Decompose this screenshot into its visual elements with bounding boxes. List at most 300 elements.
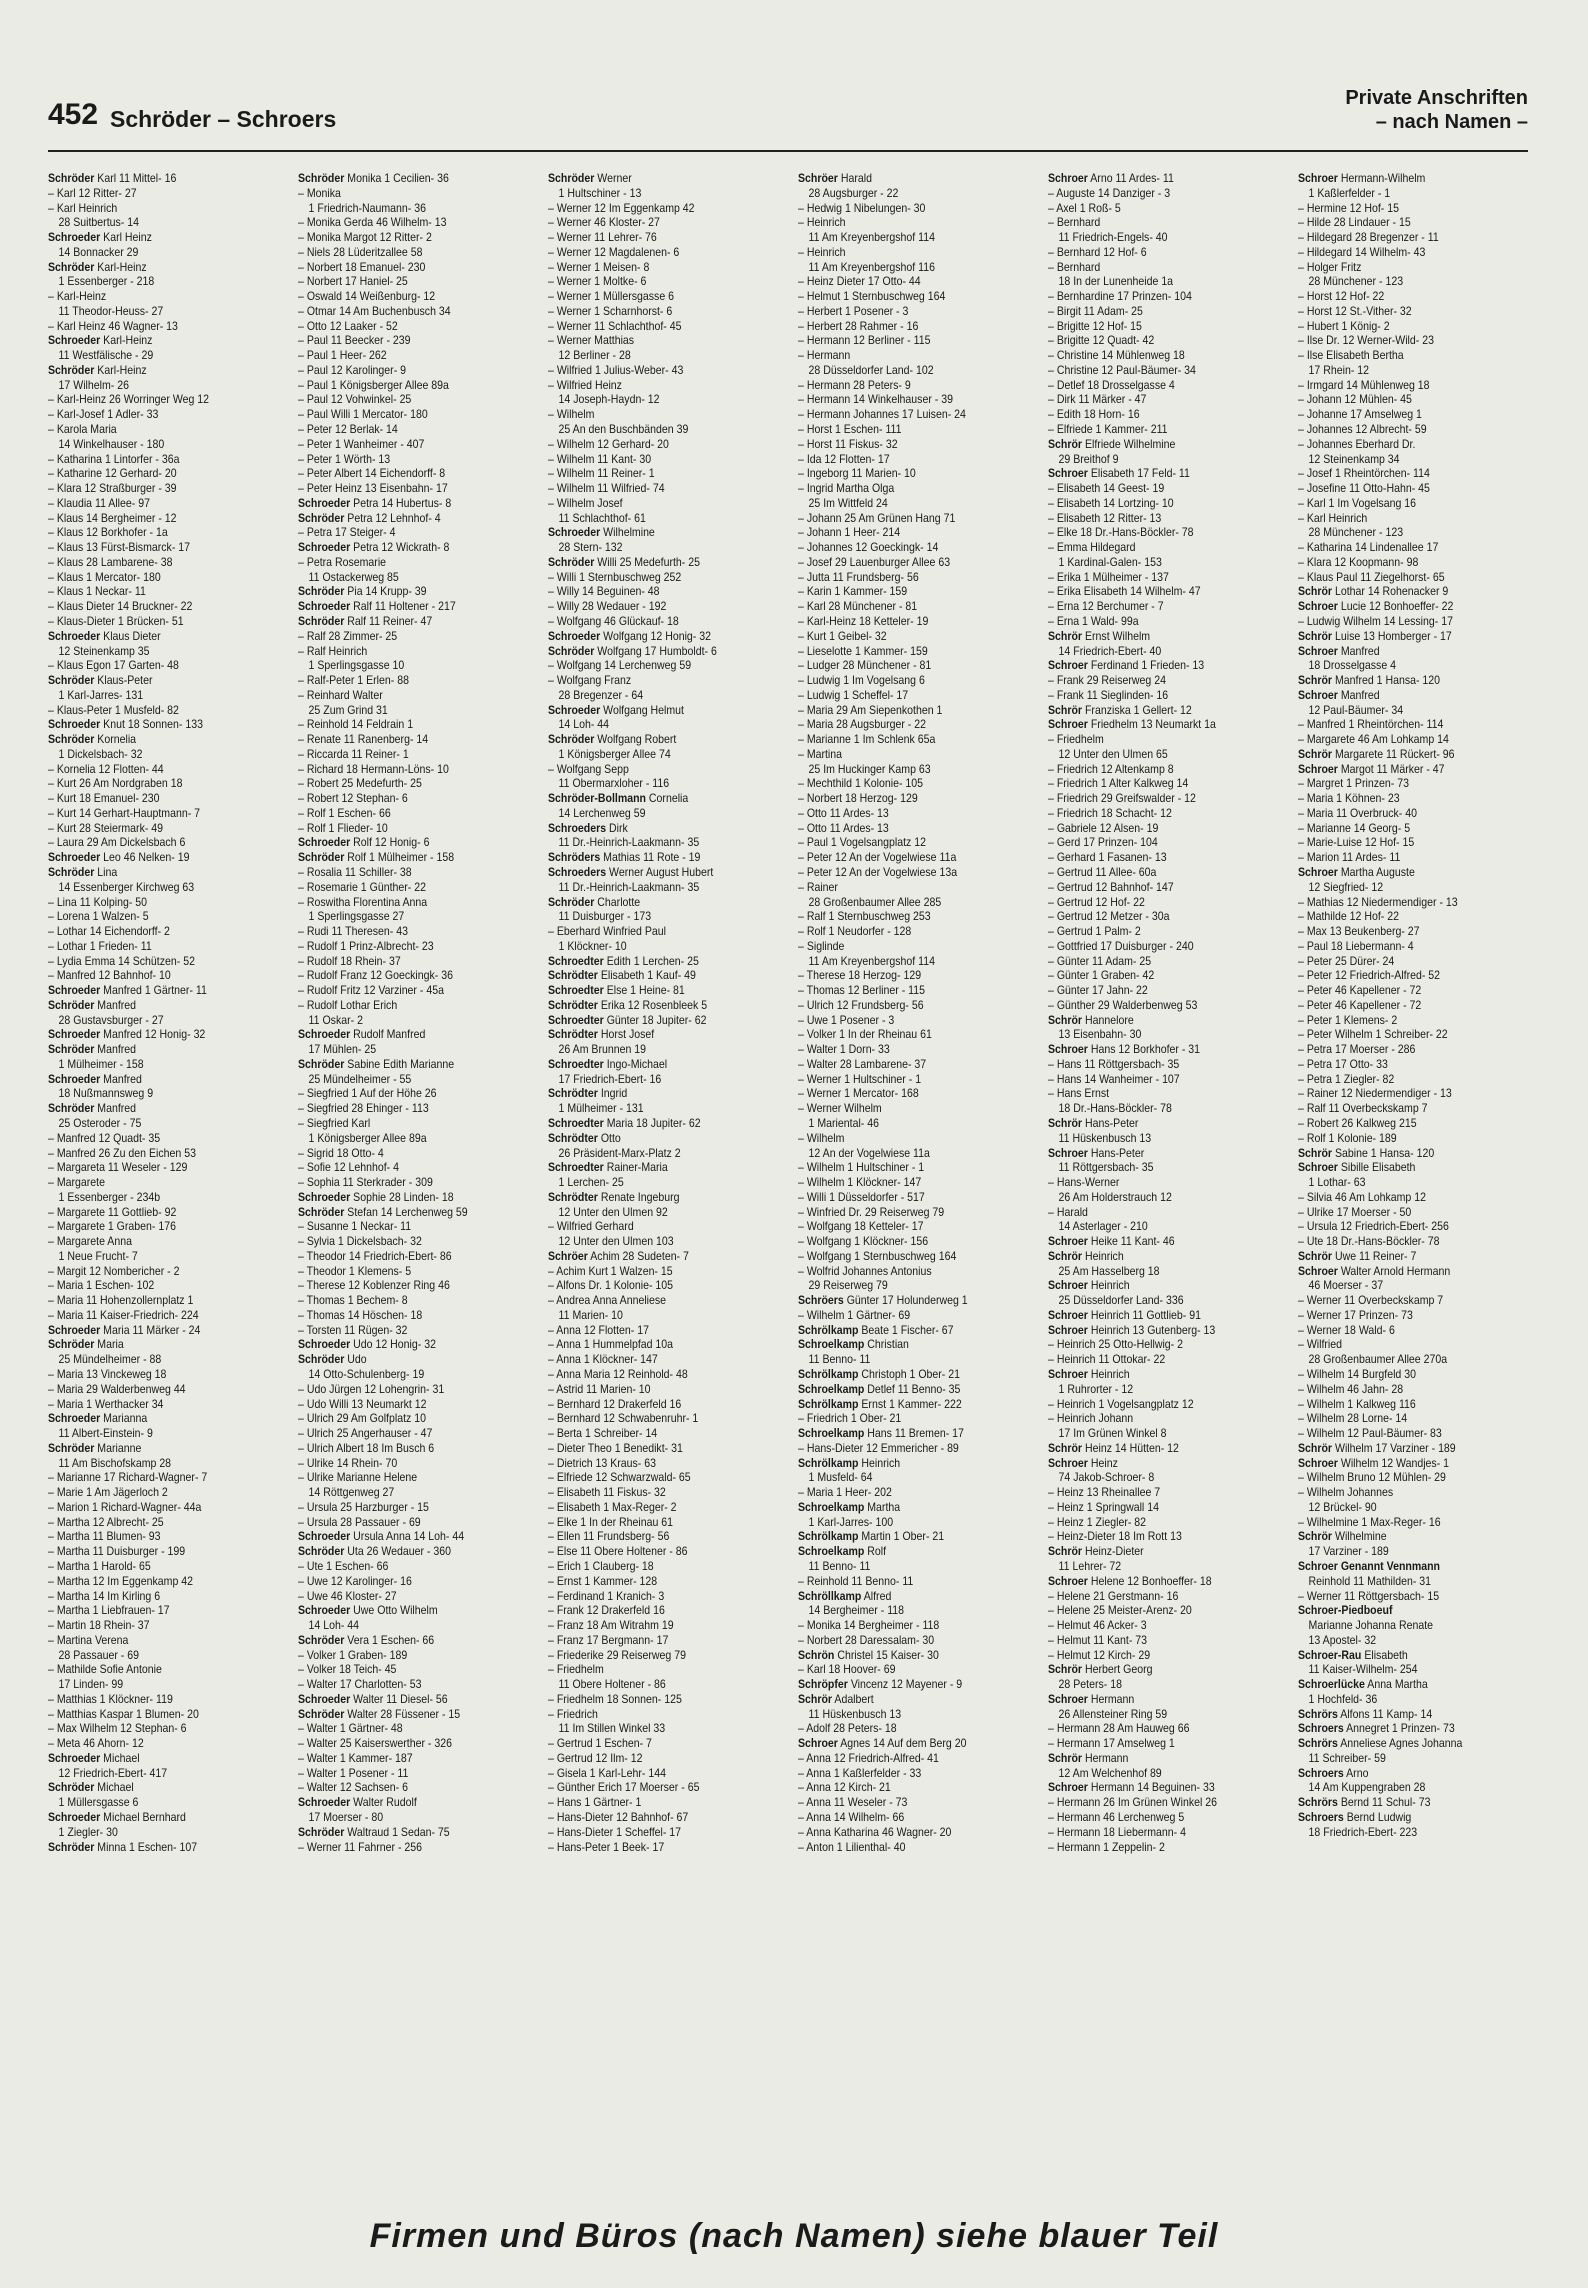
directory-entry: – Mechthild 1 Kolonie- 105 — [798, 776, 1006, 791]
surname: Schroeders — [548, 820, 607, 835]
surname: Schroeder — [48, 1411, 101, 1426]
directory-entry: 11 Marien- 10 — [558, 1307, 623, 1322]
directory-entry: – Horst 1 Eschen- 111 — [798, 422, 1006, 437]
directory-entry: – Elisabeth 11 Fiskus- 32 — [548, 1485, 756, 1500]
directory-entry: Schröder Petra 12 Lehnhof- 4 — [298, 510, 441, 525]
directory-entry: – Klaus 13 Fürst-Bismarck- 17 — [48, 540, 256, 555]
directory-entry: Schröder Pia 14 Krupp- 39 — [298, 584, 427, 599]
directory-entry: – Werner 11 Schlachthof- 45 — [548, 319, 756, 334]
directory-entry: Schroeder Ursula Anna 14 Loh- 44 — [298, 1529, 465, 1544]
directory-entry: Schrör Elfriede Wilhelmine — [1048, 436, 1176, 451]
directory-entry: – Therese 12 Koblenzer Ring 46 — [298, 1278, 506, 1293]
directory-entry: 28 Bregenzer - 64 — [558, 687, 644, 702]
surname: Schröder — [298, 1544, 345, 1559]
directory-entry: Schröder Uta 26 Wedauer - 360 — [298, 1544, 452, 1559]
directory-entry: – Friederike 29 Reiserweg 79 — [548, 1648, 756, 1663]
directory-entry: 14 Loh- 44 — [558, 717, 610, 732]
directory-entry: – Rudolf Franz 12 Goeckingk- 36 — [298, 968, 506, 983]
surname: Schroeder — [298, 1337, 351, 1352]
directory-entry: – Thomas 1 Bechem- 8 — [298, 1293, 506, 1308]
directory-entry: 14 Otto-Schulenberg- 19 — [308, 1367, 425, 1382]
directory-entry: 11 Oskar- 2 — [308, 1012, 363, 1027]
directory-entry: 11 Hüskenbusch 13 — [1058, 1130, 1152, 1145]
directory-entry: – Franz 18 Am Witrahm 19 — [548, 1618, 756, 1633]
directory-entry: – Wilhelm Bruno 12 Mühlen- 29 — [1298, 1470, 1506, 1485]
directory-entry: – Paul 1 Königsberger Allee 89a — [298, 378, 506, 393]
directory-entry: – Jutta 11 Frundsberg- 56 — [798, 570, 1006, 585]
surname: Schroers — [1298, 1809, 1344, 1824]
directory-entry: – Silvia 46 Am Lohkamp 12 — [1298, 1190, 1506, 1205]
surname: Schroer Genannt Vennmann — [1298, 1558, 1441, 1573]
directory-entry: Marianne Johanna Renate — [1308, 1618, 1434, 1633]
surname: Schrörs — [1298, 1795, 1338, 1810]
surname: Schroeder — [48, 230, 101, 245]
directory-entry: – Irmgard 14 Mühlenweg 18 — [1298, 378, 1506, 393]
surname: Schroer — [1048, 171, 1088, 185]
directory-entry: – Martina Verena — [48, 1633, 256, 1648]
directory-entry: 1 Königsberger Allee 74 — [558, 746, 671, 761]
directory-entry: 1 Essenberger - 234b — [58, 1189, 161, 1204]
directory-entry: – Hedwig 1 Nibelungen- 30 — [798, 201, 1006, 216]
directory-entry: – Wilhelm Johannes — [1298, 1485, 1506, 1500]
surname: Schrör — [1048, 436, 1083, 451]
directory-entry: – Dietrich 13 Kraus- 63 — [548, 1456, 756, 1471]
directory-entry: – Manfred 12 Bahnhof- 10 — [48, 968, 256, 983]
directory-entry: – Elke 1 In der Rheinau 61 — [548, 1515, 756, 1530]
directory-entry: – Maria 11 Hohenzollernplatz 1 — [48, 1293, 256, 1308]
directory-entry: 17 Moerser - 80 — [308, 1809, 384, 1824]
directory-entry: Schroer Hermann 14 Beguinen- 33 — [1048, 1780, 1215, 1795]
directory-entry: – Maria 1 Eschen- 102 — [48, 1278, 256, 1293]
directory-entry: Schrör Wilhelm 17 Varziner - 189 — [1298, 1440, 1456, 1455]
directory-entry: – Maria 29 Walderbenweg 44 — [48, 1382, 256, 1397]
directory-entry: 28 Stern- 132 — [558, 540, 623, 555]
surname: Schroeder — [48, 1071, 101, 1086]
surname: Schroer — [1048, 1455, 1088, 1470]
directory-entry: – Wilhelm 12 Paul-Bäumer- 83 — [1298, 1426, 1506, 1441]
directory-entry: – Hubert 1 König- 2 — [1298, 319, 1506, 334]
directory-entry: – Walter 1 Kammer- 187 — [298, 1751, 506, 1766]
surname: Schröer — [798, 171, 838, 185]
directory-entry: – Wolfgang Sepp — [548, 762, 756, 777]
directory-entry: Schroeder Maria 11 Märker - 24 — [48, 1322, 201, 1337]
directory-entry: – Maria 11 Overbruck- 40 — [1298, 806, 1506, 821]
directory-entry: – Katharina 14 Lindenallee 17 — [1298, 540, 1506, 555]
directory-entry: 25 An den Buschbänden 39 — [558, 422, 689, 437]
directory-entry: – Walter 1 Gärtner- 48 — [298, 1721, 506, 1736]
directory-entry: – Friedhelm — [548, 1662, 756, 1677]
directory-entry: – Ute 18 Dr.-Hans-Böckler- 78 — [1298, 1234, 1506, 1249]
directory-entry: – Ernst 1 Kammer- 128 — [548, 1574, 756, 1589]
surname: Schröder — [298, 1824, 345, 1839]
directory-entry: Schrölkamp Martin 1 Ober- 21 — [798, 1529, 945, 1544]
directory-entry: – Hans-Dieter 1 Scheffel- 17 — [548, 1825, 756, 1840]
directory-entry: – Anna Katharina 46 Wagner- 20 — [798, 1825, 1006, 1840]
directory-entry: 28 Großenbaumer Allee 270a — [1308, 1352, 1448, 1367]
directory-entry: – Ludwig 1 Im Vogelsang 6 — [798, 673, 1006, 688]
directory-entry: Schröder Klaus-Peter — [48, 673, 153, 688]
directory-entry: – Wilfried Heinz — [548, 378, 756, 393]
directory-entry: 25 Mündelheimer - 88 — [58, 1352, 162, 1367]
directory-entry: 1 Sperlingsgasse 27 — [308, 909, 405, 924]
directory-entry: – Klaus Dieter 14 Bruckner- 22 — [48, 599, 256, 614]
directory-entry: – Johannes 12 Goeckingk- 14 — [798, 540, 1006, 555]
directory-entry: – Paul 18 Liebermann- 4 — [1298, 939, 1506, 954]
directory-entry: 1 Müllersgasse 6 — [58, 1795, 139, 1810]
directory-entry: 29 Reiserweg 79 — [808, 1278, 888, 1293]
surname: Schroer — [1048, 1322, 1088, 1337]
directory-entry: – Norbert 18 Emanuel- 230 — [298, 260, 506, 275]
directory-entry: 14 Loh- 44 — [308, 1618, 360, 1633]
directory-entry: Schroeder Michael — [48, 1750, 140, 1765]
directory-entry: – Marion 11 Ardes- 11 — [1298, 850, 1506, 865]
surname: Schröder — [548, 732, 595, 747]
directory-entry: 1 Neue Frucht- 7 — [58, 1248, 138, 1263]
directory-entry: Schrör Hannelore — [1048, 1012, 1134, 1027]
directory-entry: – Hermann 28 Am Hauweg 66 — [1048, 1721, 1256, 1736]
surname: Schröders — [548, 850, 601, 865]
directory-entry: – Anton 1 Lilienthal- 40 — [798, 1840, 1006, 1855]
directory-entry: – Karola Maria — [48, 422, 256, 437]
directory-entry: – Elisabeth 14 Lortzing- 10 — [1048, 496, 1256, 511]
directory-entry: – Margarete — [48, 1175, 256, 1190]
directory-column-6 — [1298, 171, 1506, 2164]
directory-entry: – Johann 12 Mühlen- 45 — [1298, 392, 1506, 407]
surname: Schroedter — [548, 983, 604, 998]
directory-entry: Schroeder Marianna — [48, 1411, 148, 1426]
directory-entry: 14 Asterlager - 210 — [1058, 1219, 1148, 1234]
surname: Schroer-Rau — [1298, 1647, 1362, 1662]
directory-entry: 11 Theodor-Heuss- 27 — [58, 303, 164, 318]
surname: Schröder — [48, 362, 95, 377]
directory-entry: – Werner 1 Moltke- 6 — [548, 274, 756, 289]
surname: Schrör — [1048, 1012, 1083, 1027]
surname: Schroeder — [298, 1603, 351, 1618]
directory-entry: – Walter 17 Charlotten- 53 — [298, 1677, 506, 1692]
surname: Schroedter — [548, 1160, 604, 1175]
directory-entry: – Friedrich — [548, 1707, 756, 1722]
directory-entry: – Wolfgang 14 Lerchenweg 59 — [548, 658, 756, 673]
directory-entry: Schroeder Leo 46 Nelken- 19 — [48, 850, 190, 865]
directory-entry: – Paul 12 Karolinger- 9 — [298, 363, 506, 378]
surname: Schröder — [548, 643, 595, 658]
directory-entry: – Klaus Egon 17 Garten- 48 — [48, 658, 256, 673]
directory-entry: – Wilhelm 28 Lorne- 14 — [1298, 1411, 1506, 1426]
directory-entry: – Karl Heinrich — [1298, 511, 1506, 526]
directory-entry: 11 Am Kreyenbergshof 116 — [808, 259, 935, 274]
surname: Schröder — [298, 510, 345, 525]
directory-entry: – Maria 1 Köhnen- 23 — [1298, 791, 1506, 806]
surname: Schrör — [1298, 746, 1333, 761]
directory-entry: 28 Passauer - 69 — [58, 1647, 139, 1662]
directory-entry: 11 Benno- 11 — [808, 1352, 871, 1367]
surname: Schrölkamp — [798, 1529, 859, 1544]
directory-entry: – Marie 1 Am Jägerloch 2 — [48, 1485, 256, 1500]
directory-entry: 14 Am Kuppengraben 28 — [1308, 1780, 1426, 1795]
surname: Schröers — [798, 1293, 844, 1308]
directory-entry: – Karl-Heinz 26 Worringer Weg 12 — [48, 392, 256, 407]
directory-entry: – Marianne 14 Georg- 5 — [1298, 821, 1506, 836]
directory-entry: 17 Wilhelm- 26 — [58, 377, 129, 392]
directory-entry: – Kurt 26 Am Nordgraben 18 — [48, 776, 256, 791]
directory-entry: – Herbert 1 Posener - 3 — [798, 304, 1006, 319]
surname: Schroeder — [48, 628, 101, 643]
directory-entry: 11 Kaiser-Wilhelm- 254 — [1308, 1662, 1418, 1677]
directory-entry: – Frank 12 Drakerfeld 16 — [548, 1603, 756, 1618]
directory-entry: – Roswitha Florentina Anna — [298, 895, 506, 910]
surname: Schröder — [48, 864, 95, 879]
directory-entry: – Horst 12 St.-Vither- 32 — [1298, 304, 1506, 319]
directory-entry: 1 Mariental- 46 — [808, 1116, 880, 1130]
directory-entry: – Ulrich 25 Angerhauser - 47 — [298, 1426, 506, 1441]
surname: Schroelkamp — [798, 1544, 865, 1559]
surname: Schröllkamp — [798, 1588, 862, 1603]
directory-entry: Schrör Herbert Georg — [1048, 1662, 1153, 1677]
directory-entry: – Marie-Luise 12 Hof- 15 — [1298, 835, 1506, 850]
directory-entry: – Holger Fritz — [1298, 260, 1506, 275]
directory-entry: 13 Apostel- 32 — [1308, 1632, 1377, 1647]
directory-entry: 11 Obermarxloher - 116 — [558, 776, 670, 791]
directory-entry: 28 Düsseldorfer Land- 102 — [808, 362, 934, 377]
directory-entry: – Werner 1 Müllersgasse 6 — [548, 289, 756, 304]
directory-entry: – Ralf 11 Overbeckskamp 7 — [1298, 1101, 1506, 1116]
directory-entry: – Wilhelm — [548, 407, 756, 422]
directory-entry: Schroeder Rudolf Manfred — [298, 1027, 426, 1042]
directory-entry: 12 Siegfried- 12 — [1308, 879, 1384, 894]
directory-entry: – Marianne 1 Im Schlenk 65a — [798, 732, 1006, 747]
directory-entry: – Elisabeth 14 Geest- 19 — [1048, 481, 1256, 496]
directory-entry: – Ralf Heinrich — [298, 644, 506, 659]
directory-entry: – Dieter Theo 1 Benedikt- 31 — [548, 1441, 756, 1456]
directory-entry — [1298, 1603, 1506, 1618]
surname: Schroer — [1298, 1263, 1338, 1278]
directory-entry: – Josef 1 Rheintörchen- 114 — [1298, 466, 1506, 481]
directory-entry: – Ulrike 17 Moerser - 50 — [1298, 1205, 1506, 1220]
directory-entry: – Anna Maria 12 Reinhold- 48 — [548, 1367, 756, 1382]
surname: Schrör — [1048, 1116, 1083, 1130]
surname: Schroeder — [48, 983, 101, 998]
directory-entry: Schroer Sibille Elisabeth — [1298, 1160, 1416, 1175]
directory-entry: – Reinhard Walter — [298, 688, 506, 703]
directory-entry: – Peter Albert 14 Eichendorff- 8 — [298, 466, 506, 481]
surname: Schroeder — [298, 495, 351, 510]
surname: Schröder — [548, 554, 595, 569]
directory-entry: – Hermann 1 Zeppelin- 2 — [1048, 1840, 1256, 1855]
directory-entry: 12 Friedrich-Ebert- 417 — [58, 1765, 168, 1780]
directory-entry: – Heinz Dieter 17 Otto- 44 — [798, 274, 1006, 289]
directory-entry: – Christine 14 Mühlenweg 18 — [1048, 348, 1256, 363]
directory-entry: – Emma Hildegard — [1048, 540, 1256, 555]
directory-entry: – Niels 28 Lüderitzallee 58 — [298, 245, 506, 260]
directory-entry: – Otto 11 Ardes- 13 — [798, 821, 1006, 836]
directory-entry: – Kornelia 12 Flotten- 44 — [48, 762, 256, 777]
directory-entry: 11 Schlachthof- 61 — [558, 510, 646, 525]
directory-entry: – Robert 12 Stephan- 6 — [298, 791, 506, 806]
surname: Schröder-Bollmann — [548, 791, 646, 806]
directory-entry: 28 Augsburger - 22 — [808, 185, 899, 200]
directory-entry: – Hilde 28 Lindauer - 15 — [1298, 215, 1506, 230]
directory-entry: – Eberhard Winfried Paul — [548, 924, 756, 939]
directory-entry: – Maria 1 Werthacker 34 — [48, 1397, 256, 1412]
surname: Schroer — [1298, 599, 1338, 614]
surname: Schroeder — [298, 599, 351, 614]
directory-entry: – Walter 25 Kaiserswerther - 326 — [298, 1736, 506, 1751]
directory-entry: 11 Im Stillen Winkel 33 — [558, 1721, 666, 1736]
directory-entry: 11 Lehrer- 72 — [1058, 1558, 1122, 1573]
surname: Schröder — [48, 1780, 95, 1795]
directory-entry: – Ilse Dr. 12 Werner-Wild- 23 — [1298, 333, 1506, 348]
directory-entry: – Heinz 1 Ziegler- 82 — [1048, 1515, 1256, 1530]
directory-entry: – Wolfrid Johannes Antonius — [798, 1264, 1006, 1279]
directory-entry: – Helmut 12 Kirch- 29 — [1048, 1648, 1256, 1663]
surname: Schröder — [298, 613, 345, 628]
surname: Schroer — [1298, 864, 1338, 879]
directory-entry: – Ferdinand 1 Kranich- 3 — [548, 1589, 756, 1604]
directory-entry: – Werner Wilhelm — [798, 1101, 1006, 1116]
directory-entry: Schrör Heinrich — [1048, 1248, 1124, 1263]
directory-entry: – Wilfried — [1298, 1337, 1506, 1352]
directory-entry: – Ralf 1 Sternbuschweg 253 — [798, 909, 1006, 924]
directory-entry: – Maria 1 Heer- 202 — [798, 1485, 1006, 1500]
directory-entry: 12 Paul-Bäumer- 34 — [1308, 702, 1404, 717]
directory-entry: – Kurt 18 Emanuel- 230 — [48, 791, 256, 806]
directory-entry: – Riccarda 11 Reiner- 1 — [298, 747, 506, 762]
directory-entry: – Petra 17 Moerser - 286 — [1298, 1042, 1506, 1057]
directory-entry: Schröder Minna 1 Eschen- 107 — [48, 1839, 198, 1854]
directory-entry: Schroer Heinrich 11 Gottlieb- 91 — [1048, 1307, 1202, 1322]
directory-entry: – Günter 1 Graben- 42 — [1048, 968, 1256, 983]
directory-entry: Schröder Michael — [48, 1780, 134, 1795]
directory-entry: – Werner 1 Mercator- 168 — [798, 1086, 1006, 1101]
directory-entry: – Margarete Anna — [48, 1234, 256, 1249]
surname: Schroeder — [48, 1027, 101, 1042]
directory-entry: – Werner 1 Hultschiner - 1 — [798, 1072, 1006, 1087]
directory-entry: – Ulrich Albert 18 Im Busch 6 — [298, 1441, 506, 1456]
directory-entry: 1 Hultschiner - 13 — [558, 185, 642, 200]
directory-entry: – Matthias 1 Klöckner- 119 — [48, 1692, 256, 1707]
surname: Schroer — [1298, 687, 1338, 702]
directory-entry: – Helene 25 Meister-Arenz- 20 — [1048, 1603, 1256, 1618]
surname: Schrödter — [548, 997, 598, 1012]
directory-entry: – Mathilde Sofie Antonie — [48, 1662, 256, 1677]
directory-entry: – Margarete 46 Am Lohkamp 14 — [1298, 732, 1506, 747]
directory-entry: Schroer Heinrich — [1048, 1278, 1130, 1293]
directory-entry: – Hans-Werner — [1048, 1175, 1256, 1190]
directory-entry: 1 Kardinal-Galen- 153 — [1058, 554, 1162, 569]
directory-entry: – Walter 1 Dorn- 33 — [798, 1042, 1006, 1057]
directory-entry: Schroeder Manfred 1 Gärtner- 11 — [48, 983, 207, 998]
directory-entry: Schrölkamp Ernst 1 Kammer- 222 — [798, 1396, 962, 1411]
surname: Schrör — [1298, 584, 1333, 599]
directory-entry: 1 Königsberger Allee 89a — [308, 1130, 427, 1145]
surname: Schroeder — [48, 1750, 101, 1765]
directory-entry: Schroeder Sophie 28 Linden- 18 — [298, 1189, 454, 1204]
directory-entry: 46 Moerser - 37 — [1308, 1278, 1384, 1293]
directory-entry: Schroelkamp Christian — [798, 1337, 909, 1352]
directory-entry: Schroeder Wolfgang 12 Honig- 32 — [548, 628, 711, 643]
directory-entry: – Lothar 1 Frieden- 11 — [48, 939, 256, 954]
directory-entry: – Thomas 12 Berliner - 115 — [798, 983, 1006, 998]
directory-entry: – Gertrud 12 Bahnhof- 147 — [1048, 880, 1256, 895]
directory-entry: Schroeder Michael Bernhard — [48, 1809, 186, 1824]
directory-entry: – Karl 18 Hoover- 69 — [798, 1662, 1006, 1677]
directory-entry: Schrörs Bernd 11 Schul- 73 — [1298, 1795, 1431, 1810]
directory-entry: – Margarete 11 Gottlieb- 92 — [48, 1205, 256, 1220]
directory-entry: – Martha 12 Albrecht- 25 — [48, 1515, 256, 1530]
directory-entry: – Günter 11 Adam- 25 — [1048, 954, 1256, 969]
directory-entry: – Johann 25 Am Grünen Hang 71 — [798, 511, 1006, 526]
directory-entry: – Petra 1 Ziegler- 82 — [1298, 1072, 1506, 1087]
directory-entry: – Wolfgang 18 Ketteler- 17 — [798, 1219, 1006, 1234]
directory-entry: – Werner 46 Kloster- 27 — [548, 215, 756, 230]
directory-entry: – Ulrike 14 Rhein- 70 — [298, 1456, 506, 1471]
directory-entry: Schroedter Else 1 Heine- 81 — [548, 983, 685, 998]
directory-entry: – Klaus Paul 11 Ziegelhorst- 65 — [1298, 570, 1506, 585]
directory-entry: Schrörs Anneliese Agnes Johanna — [1298, 1736, 1463, 1751]
directory-entry: – Maria 29 Am Siepenkothen 1 — [798, 703, 1006, 718]
directory-entry: Schröders Mathias 11 Rote - 19 — [548, 850, 701, 865]
directory-entry: – Paul 1 Heer- 262 — [298, 348, 506, 363]
directory-column-1 — [48, 171, 256, 2164]
directory-entry: 28 Münchener - 123 — [1308, 525, 1404, 540]
directory-entry: – Udo Jürgen 12 Lohengrin- 31 — [298, 1382, 506, 1397]
directory-entry: – Werner 12 Magdalenen- 6 — [548, 245, 756, 260]
directory-entry: – Renate 11 Ranenberg- 14 — [298, 732, 506, 747]
directory-entry: – Winfried Dr. 29 Reiserweg 79 — [798, 1205, 1006, 1220]
directory-entry: – Maria 28 Augsburger - 22 — [798, 717, 1006, 732]
directory-entry: – Reinhold 11 Benno- 11 — [798, 1574, 1006, 1589]
directory-entry: Schrör Heinz-Dieter — [1048, 1544, 1144, 1559]
directory-entry: – Rainer 12 Niedermendiger - 13 — [1298, 1086, 1506, 1101]
directory-entry: Schröer Achim 28 Sudeten- 7 — [548, 1248, 689, 1263]
directory-entry: – Wolfgang 1 Sternbuschweg 164 — [798, 1249, 1006, 1264]
directory-entry: Schroers Bernd Ludwig — [1298, 1809, 1412, 1824]
directory-entry: – Gertrud 12 Metzer - 30a — [1048, 909, 1256, 924]
surname: Schroer — [1048, 1573, 1088, 1588]
directory-entry: 1 Sperlingsgasse 10 — [308, 658, 405, 673]
directory-entry: Schroers Arno — [1298, 1765, 1369, 1780]
directory-entry: Schröpfer Vincenz 12 Mayener - 9 — [798, 1677, 963, 1692]
directory-entry: – Matthias Kaspar 1 Blumen- 20 — [48, 1707, 256, 1722]
directory-entry: – Willi 1 Sternbuschweg 252 — [548, 570, 756, 585]
directory-entry: 1 Lerchen- 25 — [558, 1175, 624, 1190]
directory-entry: – Walter 1 Posener - 11 — [298, 1766, 506, 1781]
directory-entry: – Bernhard 12 Hof- 6 — [1048, 245, 1256, 260]
directory-entry: – Werner 11 Fahrner - 256 — [298, 1840, 506, 1855]
directory-entry: – Martha 1 Liebfrauen- 17 — [48, 1603, 256, 1618]
directory-entry: – Monika Gerda 46 Wilhelm- 13 — [298, 215, 506, 230]
directory-entry: – Ursula 25 Harzburger - 15 — [298, 1500, 506, 1515]
section-title — [1345, 86, 1528, 134]
directory-entry: Schröder Marianne — [48, 1440, 142, 1455]
directory-entry: Schrör Hans-Peter — [1048, 1116, 1139, 1130]
directory-entry: – Ingeborg 11 Marien- 10 — [798, 466, 1006, 481]
directory-entry: – Hermann 14 Winkelhauser - 39 — [798, 392, 1006, 407]
directory-entry: Schrörs Alfons 11 Kamp- 14 — [1298, 1706, 1433, 1721]
surname: Schröder — [298, 1352, 345, 1367]
surname: Schröder — [48, 1440, 95, 1455]
directory-entry: – Anna 12 Flotten- 17 — [548, 1323, 756, 1338]
surname: Schroeder — [48, 333, 101, 348]
directory-entry: – Dirk 11 Märker - 47 — [1048, 392, 1256, 407]
directory-entry: – Horst 12 Hof- 22 — [1298, 289, 1506, 304]
surname: Schröder — [298, 1056, 345, 1071]
directory-entry: – Anna 1 Hummelpfad 10a — [548, 1337, 756, 1352]
directory-entry: 17 Linden- 99 — [58, 1677, 124, 1692]
directory-entry: – Peter 25 Dürer- 24 — [1298, 954, 1506, 969]
directory-entry: – Werner Matthias — [548, 333, 756, 348]
directory-entry: – Bernhard 12 Drakerfeld 16 — [548, 1397, 756, 1412]
